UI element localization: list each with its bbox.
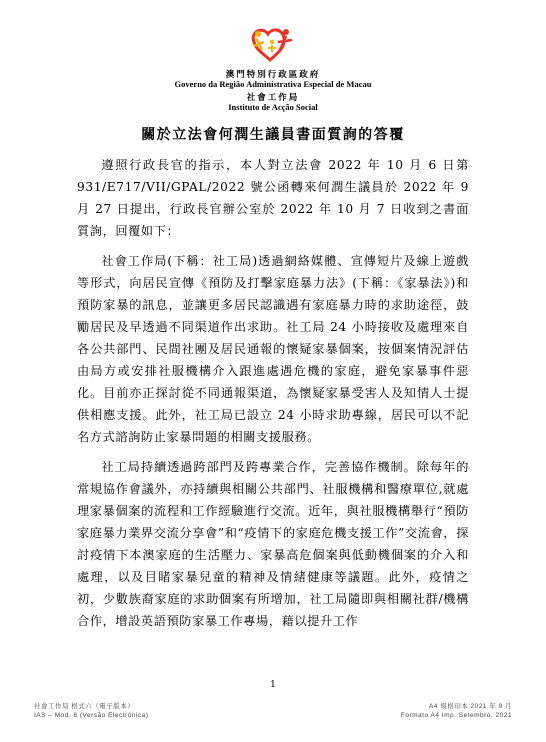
footer-format-pt: Formato A4 Imp. Setembro. 2021	[400, 712, 512, 719]
paragraph-3: 社工局持續透過跨部門及跨專業合作，完善協作機制。除每年的常規協作會議外，亦持續與相關公共部門、社服機構和醫療單位,就處理家暴個案的流程和工作經驗進行交流。近年，與社服機構舉行“預防家庭暴力業界交流分享會”和“疫情下的家庭危機支援工作”交流會，探討疫情下本澳家庭的生活壓力、家暴高危個案與低動機個案的介入和處理，以及目睹家暴兒童的精神及情緒健康等議題。此外，疫情之初，少數族裔家庭的求助個案有所增加，社工局隨即與相關社群/機構合作，增設英語預防家暴工作專場，藉以提升工作	[77, 460, 469, 628]
ias-logo-icon	[248, 24, 296, 64]
government-name-zh: 澳門特別行政區政府	[225, 69, 321, 79]
footer-left	[34, 702, 148, 720]
government-name-pt: Governo da Região Administrativa Especial de Macau	[174, 79, 372, 89]
paragraph-2: 社會工作局(下稱：社工局)透過網絡媒體、宣傳短片及線上遊戲等形式，向居民宣傳《預防及打擊家庭暴力法》(下稱：《家暴法》)和預防家暴的訊息，並讓更多居民認識遇有家庭暴力時的求助途徑，鼓勵居民及早透過不同渠道作出求助。社工局 24 小時接收及處理來自各公共部門、民間社團及居民通報的懷疑家暴個案，按個案情況評估由局方或安排社服機構介入跟進處遇危機的家庭，避免家暴事件惡化。目前亦正探討從不同通報渠道，為懷疑家暴受害人及知情人士提供相應支援。此外，社工局已設立 24 小時求助專線，居民可以不記名方式諮詢防止家暴問題的相關支援服務。	[77, 254, 469, 444]
footer-form-zh: 社會工作局 格式六（電子版本）	[34, 703, 135, 710]
institute-name-zh: 社會工作局	[246, 92, 300, 102]
footer-format-zh: A4 規格印本 2021 年 9 月	[428, 703, 512, 710]
letterhead	[0, 69, 546, 112]
page-number: 1	[270, 680, 276, 690]
paragraph-1: 遵照行政長官的指示，本人對立法會 2022 年 10 月 6 日第 931/E717/VII/GPAL/2022 號公函轉來何潤生議員於 2022 年 9 月 27 日提出，行政長官辦公室於 2022 年 10 月 7 日收到之書面質詢，回覆如下：	[77, 158, 469, 238]
footer-right	[401, 702, 512, 720]
institute-name-pt: Instituto de Acção Social	[228, 102, 318, 112]
document-title: 關於立法會何潤生議員書面質詢的答覆	[141, 127, 405, 143]
footer-form-pt: IAS – Mod. 6 (Versão Electrónica)	[34, 712, 149, 719]
document-body	[77, 154, 469, 640]
